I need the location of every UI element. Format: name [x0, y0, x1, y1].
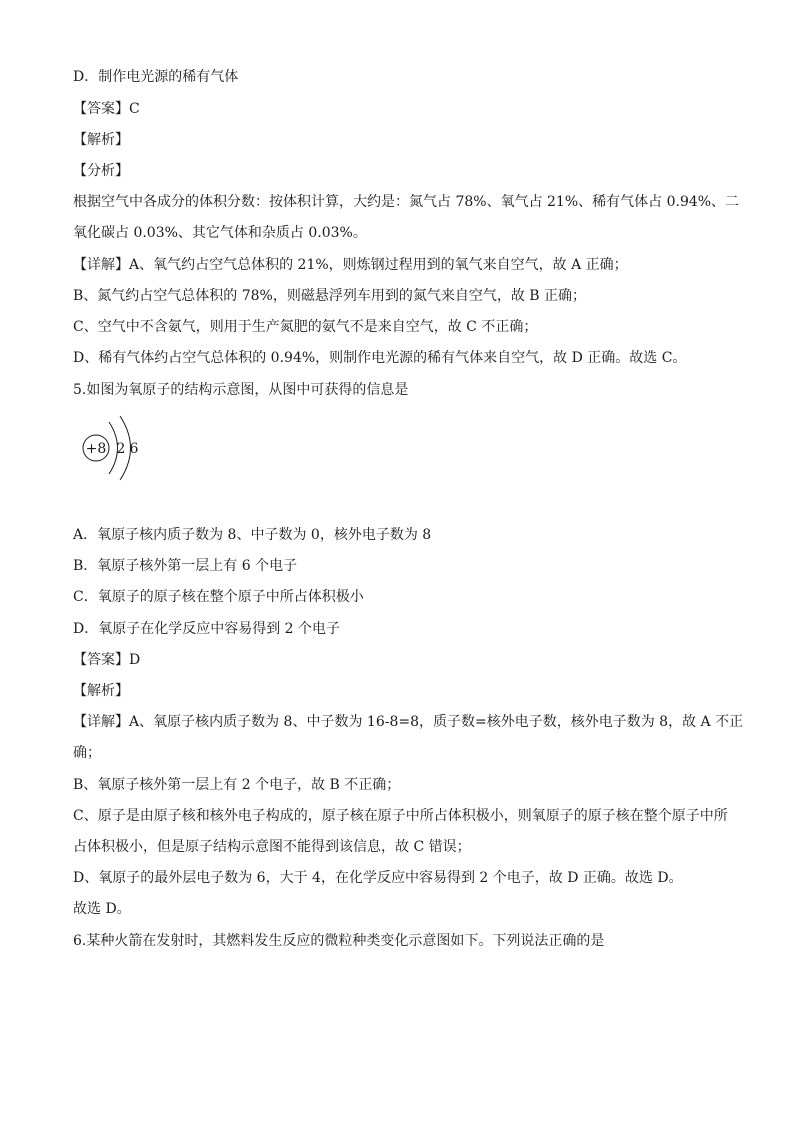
detail-b-q4: B、氮气约占空气总体积的 78%，则磁悬浮列车用到的氮气来自空气，故 B 正确； [73, 288, 587, 304]
question-5-stem: 5.如图为氧原子的结构示意图，从图中可获得的信息是 [73, 382, 409, 398]
option-a-q5: A．氧原子核内质子数为 8、中子数为 0，核外电子数为 8 [73, 527, 432, 543]
detail-b-q5: B、氧原子核外第一层上有 2 个电子，故 B 不正确； [73, 777, 401, 793]
shell-1-electrons: 2 [116, 441, 126, 457]
detail-d-q4: D、稀有气体约占空气总体积的 0.94%，则制作电光源的稀有气体来自空气，故 D 正确。故选 C。 [73, 350, 687, 366]
detail-c-q5-1: C、原子是由原子核和核外电子构成的，原子核在原子中所占体积极小，则氧原子的原子核在整个原子中所 [73, 808, 728, 824]
fenxi-label-q4: 【分析】 [73, 163, 129, 179]
detail-a-q5-1: 【详解】A、氧原子核内质子数为 8、中子数为 16-8=8，质子数=核外电子数，核外电子数为 8，故 A 不正 [73, 714, 744, 730]
detail-a-q5-2: 确； [73, 745, 101, 761]
option-d-q5: D．氧原子在化学反应中容易得到 2 个电子 [73, 621, 341, 637]
conclusion-q5: 故选 D。 [73, 901, 131, 917]
question-6-stem: 6.某种火箭在发射时，其燃料发生反应的微粒种类变化示意图如下。下列说法正确的是 [73, 933, 605, 949]
analysis-text-2: 氧化碳占 0.03%、其它气体和杂质占 0.03%。 [73, 225, 367, 241]
analysis-label-q5: 【解析】 [73, 683, 129, 699]
nucleus-charge: +8 [85, 441, 107, 457]
detail-d-q5: D、氧原子的最外层电子数为 6，大于 4，在化学反应中容易得到 2 个电子，故 D 正确。故选 D。 [73, 870, 683, 886]
shell-2-electrons: 6 [129, 441, 139, 457]
analysis-label-q4: 【解析】 [73, 132, 129, 148]
option-b-q5: B．氧原子核外第一层上有 6 个电子 [73, 558, 298, 574]
oxygen-atom-structure-diagram [76, 404, 166, 484]
detail-c-q5-2: 占体积极小，但是原子结构示意图不能得到该信息，故 C 错误； [73, 839, 471, 855]
option-c-q5: C．氧原子的原子核在整个原子中所占体积极小 [73, 589, 364, 605]
detail-a-q4: 【详解】A、氧气约占空气总体积的 21%，则炼钢过程用到的氧气来自空气，故 A 正确； [73, 257, 628, 273]
answer-label-q5: 【答案】D [73, 652, 141, 668]
answer-label-q4: 【答案】C [73, 101, 140, 117]
detail-c-q4: C、空气中不含氨气，则用于生产氮肥的氨气不是来自空气，故 C 不正确； [73, 319, 538, 335]
analysis-text-1: 根据空气中各成分的体积分数：按体积计算，大约是：氮气占 78%、氧气占 21%、稀有气体占 0.94%、二 [73, 194, 740, 210]
option-d-q4: D．制作电光源的稀有气体 [73, 69, 239, 85]
